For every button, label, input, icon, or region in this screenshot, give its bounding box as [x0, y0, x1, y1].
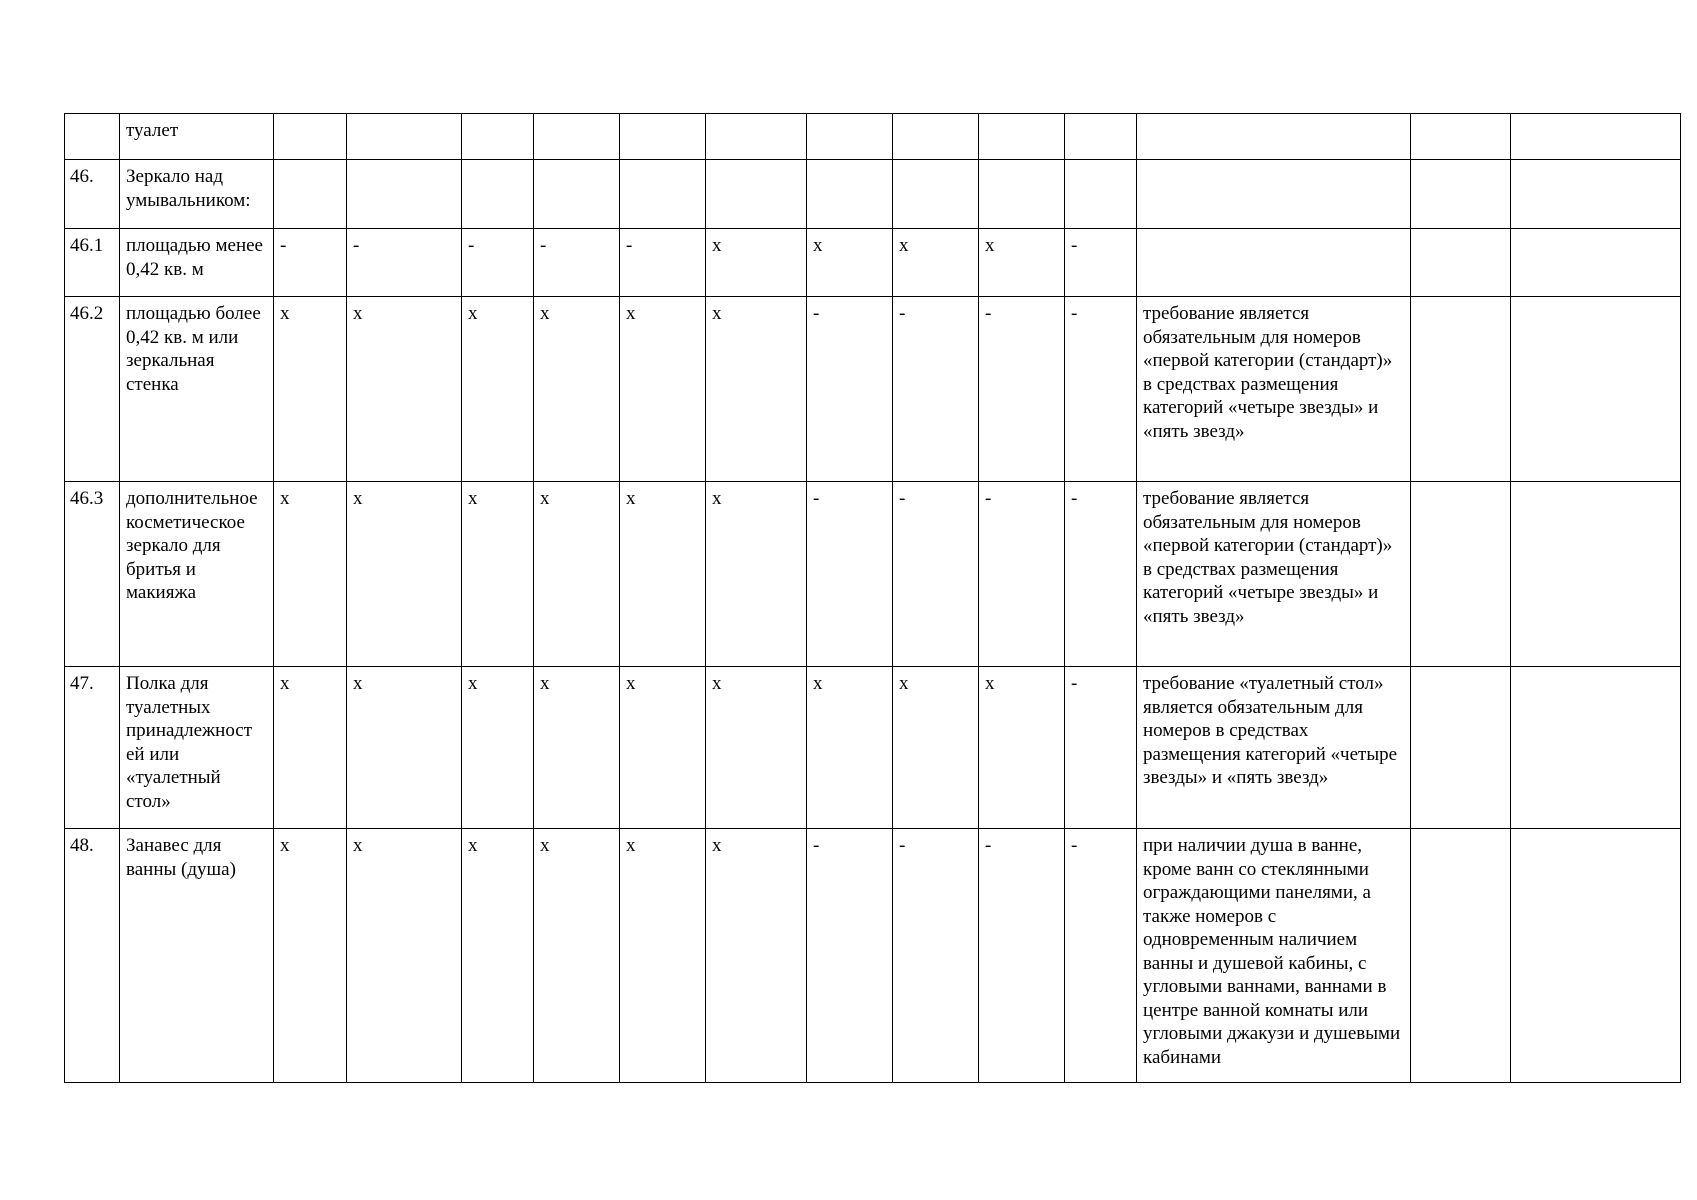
- note-cell: при наличии душа в ванне, кроме ванн со стеклянными ограждающими панелями, а также номеров с одновременным наличием ванны и душевой кабины, с угловыми ваннами, ваннами в центре ванной комнаты или угловыми джакузи и душевыми кабинами: [1137, 829, 1411, 1083]
- category-mark-cell: [347, 114, 462, 160]
- category-mark-cell: -: [534, 229, 620, 297]
- extra-cell: [1411, 297, 1511, 482]
- extra-cell: [1411, 160, 1511, 229]
- table-row: [65, 482, 1681, 667]
- item-number-cell: 46.1: [65, 229, 120, 297]
- category-mark-cell: x: [347, 667, 462, 829]
- category-mark-cell: [979, 114, 1065, 160]
- table-row: [65, 667, 1681, 829]
- category-mark-cell: [706, 114, 807, 160]
- category-mark-cell: -: [979, 297, 1065, 482]
- category-mark-cell: -: [1065, 667, 1137, 829]
- category-mark-cell: x: [706, 297, 807, 482]
- category-mark-cell: x: [274, 829, 347, 1083]
- category-mark-cell: x: [462, 829, 534, 1083]
- table-body: [65, 114, 1681, 1083]
- category-mark-cell: x: [706, 667, 807, 829]
- note-cell: [1137, 114, 1411, 160]
- extra-cell: [1511, 482, 1681, 667]
- table-row: [65, 114, 1681, 160]
- extra-cell: [1511, 667, 1681, 829]
- category-mark-cell: x: [979, 229, 1065, 297]
- item-name-cell: туалет: [120, 114, 274, 160]
- category-mark-cell: x: [274, 667, 347, 829]
- category-mark-cell: [1065, 160, 1137, 229]
- extra-cell: [1511, 160, 1681, 229]
- category-mark-cell: x: [462, 297, 534, 482]
- category-mark-cell: x: [620, 667, 706, 829]
- item-name-cell: Зеркало над умывальником:: [120, 160, 274, 229]
- category-mark-cell: [274, 160, 347, 229]
- category-mark-cell: x: [979, 667, 1065, 829]
- category-mark-cell: [274, 114, 347, 160]
- category-mark-cell: -: [893, 829, 979, 1083]
- category-mark-cell: [462, 114, 534, 160]
- category-mark-cell: x: [807, 667, 893, 829]
- category-mark-cell: -: [807, 482, 893, 667]
- category-mark-cell: -: [462, 229, 534, 297]
- category-mark-cell: x: [347, 297, 462, 482]
- category-mark-cell: x: [274, 297, 347, 482]
- category-mark-cell: -: [1065, 829, 1137, 1083]
- item-name-cell: Полка для туалетных принадлежност ей или «туалетный стол»: [120, 667, 274, 829]
- extra-cell: [1411, 482, 1511, 667]
- category-mark-cell: x: [620, 482, 706, 667]
- category-mark-cell: [534, 160, 620, 229]
- category-mark-cell: -: [807, 297, 893, 482]
- category-mark-cell: -: [1065, 229, 1137, 297]
- item-name-cell: площадью менее 0,42 кв. м: [120, 229, 274, 297]
- note-cell: [1137, 160, 1411, 229]
- category-mark-cell: -: [347, 229, 462, 297]
- category-mark-cell: x: [534, 482, 620, 667]
- category-mark-cell: [462, 160, 534, 229]
- table-row: [65, 829, 1681, 1083]
- category-mark-cell: -: [979, 482, 1065, 667]
- category-mark-cell: x: [462, 667, 534, 829]
- table-row: [65, 229, 1681, 297]
- category-mark-cell: x: [893, 667, 979, 829]
- category-mark-cell: x: [347, 482, 462, 667]
- note-cell: требование является обязательным для номеров «первой категории (стандарт)» в средствах размещения категорий «четыре звезды» и «пять звезд»: [1137, 297, 1411, 482]
- category-mark-cell: [979, 160, 1065, 229]
- category-mark-cell: -: [893, 482, 979, 667]
- category-mark-cell: [807, 114, 893, 160]
- item-number-cell: 46.: [65, 160, 120, 229]
- category-mark-cell: [620, 160, 706, 229]
- category-mark-cell: x: [706, 482, 807, 667]
- category-mark-cell: x: [620, 829, 706, 1083]
- category-mark-cell: [1065, 114, 1137, 160]
- category-mark-cell: [347, 160, 462, 229]
- note-cell: требование «туалетный стол» является обязательным для номеров в средствах размещения категорий «четыре звезды» и «пять звезд»: [1137, 667, 1411, 829]
- category-mark-cell: -: [1065, 482, 1137, 667]
- item-number-cell: 48.: [65, 829, 120, 1083]
- item-number-cell: 46.3: [65, 482, 120, 667]
- item-number-cell: [65, 114, 120, 160]
- category-mark-cell: x: [706, 229, 807, 297]
- extra-cell: [1411, 829, 1511, 1083]
- category-mark-cell: -: [979, 829, 1065, 1083]
- extra-cell: [1511, 114, 1681, 160]
- category-mark-cell: [807, 160, 893, 229]
- category-mark-cell: x: [274, 482, 347, 667]
- category-mark-cell: x: [534, 297, 620, 482]
- item-name-cell: Занавес для ванны (душа): [120, 829, 274, 1083]
- extra-cell: [1411, 667, 1511, 829]
- item-name-cell: дополнительное косметическое зеркало для бритья и макияжа: [120, 482, 274, 667]
- category-mark-cell: -: [893, 297, 979, 482]
- category-mark-cell: x: [620, 297, 706, 482]
- note-cell: требование является обязательным для номеров «первой категории (стандарт)» в средствах размещения категорий «четыре звезды» и «пять звезд»: [1137, 482, 1411, 667]
- category-mark-cell: x: [347, 829, 462, 1083]
- extra-cell: [1511, 297, 1681, 482]
- category-mark-cell: -: [807, 829, 893, 1083]
- item-number-cell: 46.2: [65, 297, 120, 482]
- category-mark-cell: x: [807, 229, 893, 297]
- extra-cell: [1411, 114, 1511, 160]
- category-mark-cell: x: [462, 482, 534, 667]
- category-mark-cell: x: [706, 829, 807, 1083]
- category-mark-cell: -: [620, 229, 706, 297]
- requirements-table: [64, 113, 1681, 1083]
- category-mark-cell: [706, 160, 807, 229]
- item-name-cell: площадью более 0,42 кв. м или зеркальная стенка: [120, 297, 274, 482]
- category-mark-cell: -: [1065, 297, 1137, 482]
- category-mark-cell: x: [534, 829, 620, 1083]
- category-mark-cell: [534, 114, 620, 160]
- category-mark-cell: [893, 160, 979, 229]
- category-mark-cell: x: [534, 667, 620, 829]
- item-number-cell: 47.: [65, 667, 120, 829]
- note-cell: [1137, 229, 1411, 297]
- table-row: [65, 160, 1681, 229]
- extra-cell: [1411, 229, 1511, 297]
- category-mark-cell: -: [274, 229, 347, 297]
- extra-cell: [1511, 829, 1681, 1083]
- category-mark-cell: [893, 114, 979, 160]
- category-mark-cell: [620, 114, 706, 160]
- category-mark-cell: x: [893, 229, 979, 297]
- table-row: [65, 297, 1681, 482]
- extra-cell: [1511, 229, 1681, 297]
